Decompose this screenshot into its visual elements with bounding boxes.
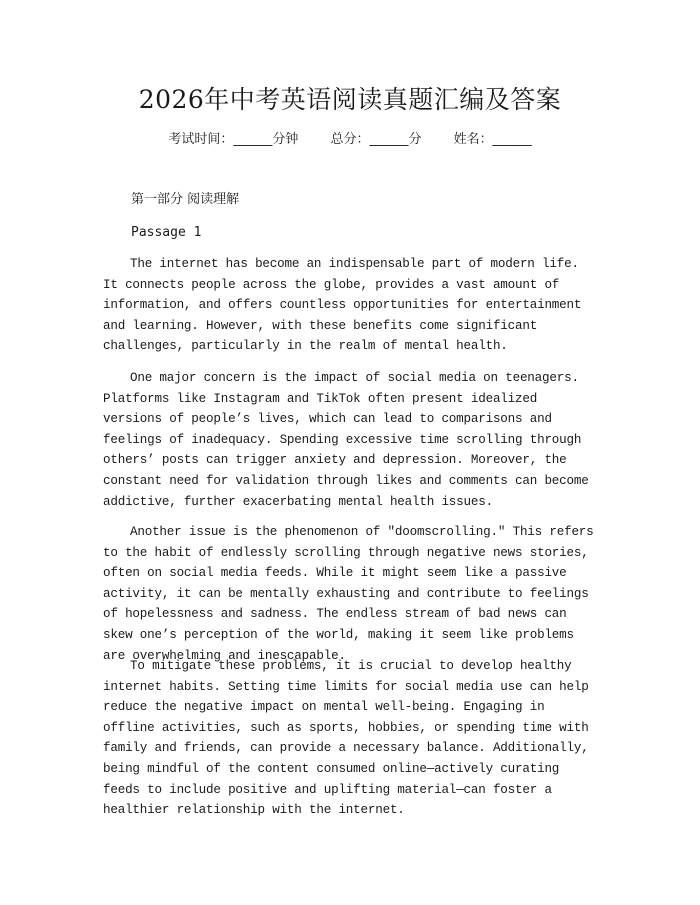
exam-info-line	[0, 130, 700, 150]
passage-paragraph-4	[103, 656, 600, 821]
student-name-field: 姓名：______	[453, 132, 532, 147]
passage-paragraph-2	[103, 368, 600, 512]
paragraph-text: One major concern is the impact of social media on teenagers. Platforms like Instagram and TikTok often present idealized versions of people’s lives, which can lead to comparisons and feelings of inadequacy. Spending excessive time scrolling through others’ posts can trigger anxiety and depression. Moreover, the constant need for validation through likes and comments can become addictive, further exacerbating mental health issues.	[103, 371, 589, 509]
exam-score-field: 总分：______分	[330, 132, 422, 147]
document-title: 2026年中考英语阅读真题汇编及答案	[138, 85, 562, 114]
passage-label: Passage 1	[131, 225, 202, 240]
paragraph-text: To mitigate these problems, it is crucial to develop healthy internet habits. Setting time limits for social media use can help reduce the negative impact on mental well-being. Engaging in offline activities, such as sports, hobbies, or spending time with family and friends, can provide a necessary balance. Additionally, being mindful of the content consumed online—actively curating feeds to include positive and uplifting material—can foster a healthier relationship with the internet.	[103, 659, 589, 818]
section-heading: 第一部分 阅读理解	[131, 192, 240, 207]
paragraph-text: Another issue is the phenomenon of "doomscrolling." This refers to the habit of endlessly scrolling through negative news stories, often on social media feeds. While it might seem like a passive activity, it can be mentally exhausting and contribute to feelings of hopelessness and sadness. The endless stream of bad news can skew one’s perception of the world, making it seem like problems are overwhelming and inescapable.	[103, 525, 594, 663]
passage-paragraph-1	[103, 254, 600, 357]
passage-paragraph-3	[103, 522, 600, 666]
exam-time-field: 考试时间：______分钟	[168, 132, 299, 147]
paragraph-text: The internet has become an indispensable part of modern life. It connects people across the globe, provides a vast amount of information, and offers countless opportunities for entertainment and learning. However, with these benefits come significant challenges, particularly in the realm of mental health.	[103, 257, 582, 354]
